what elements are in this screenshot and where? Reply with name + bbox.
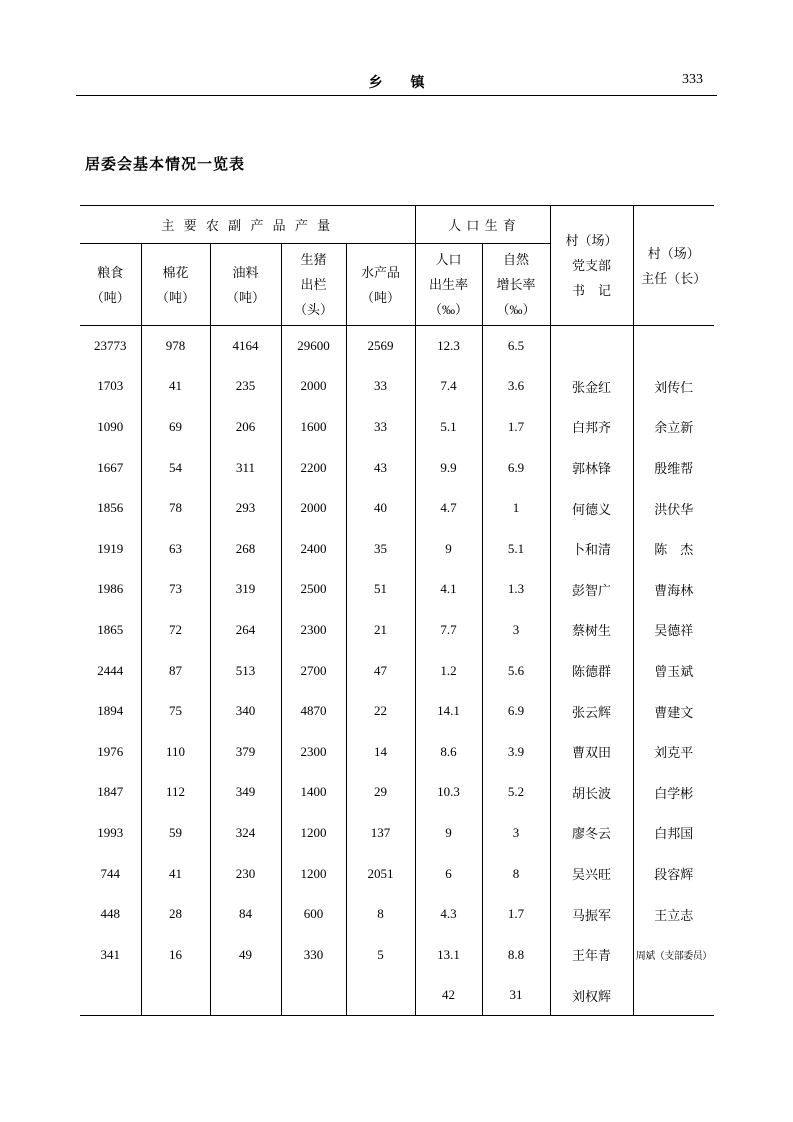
table-cell: 曾玉斌 xyxy=(654,664,694,680)
table-cell: 73 xyxy=(141,569,210,610)
table-row xyxy=(80,975,714,1016)
table-cell: 206 xyxy=(210,407,281,448)
table-cell: 1865 xyxy=(80,610,141,651)
table-cell: 廖冬云 xyxy=(550,813,633,854)
group-header-products: 主 要 农 副 产 品 产 量 xyxy=(80,206,415,244)
table-cell: 4870 xyxy=(281,691,346,732)
table-cell: 1667 xyxy=(80,447,141,488)
table-cell: 13.1 xyxy=(415,934,482,975)
table-cell: 2300 xyxy=(281,610,346,651)
table-cell: 43 xyxy=(346,447,415,488)
column-header: 生猪 出栏 （头） xyxy=(281,244,346,326)
table-cell: 2700 xyxy=(281,650,346,691)
table-cell: 2300 xyxy=(281,731,346,772)
table-cell: 10.3 xyxy=(415,772,482,813)
table-cell xyxy=(80,975,141,1016)
director-header-line: 村（场） xyxy=(647,245,700,261)
table-cell: 白邦国 xyxy=(654,826,694,842)
table-cell: 陈德群 xyxy=(550,650,633,691)
committee-overview-table xyxy=(80,205,714,1016)
column-header: 粮食 （吨） xyxy=(80,244,141,326)
table-cell xyxy=(210,975,281,1016)
table-cell: 5.6 xyxy=(482,650,550,691)
table-cell: 1919 xyxy=(80,528,141,569)
column-header: 棉花 （吨） xyxy=(141,244,210,326)
table-cell: 349 xyxy=(210,772,281,813)
table-cell: 吴兴旺 xyxy=(550,853,633,894)
table-cell: 14 xyxy=(346,731,415,772)
table-cell: 2200 xyxy=(281,447,346,488)
table-cell xyxy=(550,326,633,367)
table-cell xyxy=(141,975,210,1016)
table-cell: 张金红 xyxy=(550,366,633,407)
table-cell: 29600 xyxy=(281,326,346,367)
table-cell: 41 xyxy=(141,853,210,894)
table-cell: 6 xyxy=(415,853,482,894)
table-cell: 彭智广 xyxy=(550,569,633,610)
table-cell: 2000 xyxy=(281,488,346,529)
table-cell: 8.6 xyxy=(415,731,482,772)
table-cell: 3.9 xyxy=(482,731,550,772)
table-cell: 郭林锋 xyxy=(550,447,633,488)
table-cell: 1.3 xyxy=(482,569,550,610)
table-cell: 35 xyxy=(346,528,415,569)
table-cell: 1703 xyxy=(80,366,141,407)
table-cell: 5.1 xyxy=(482,528,550,569)
table-cell: 110 xyxy=(141,731,210,772)
table-cell: 7.4 xyxy=(415,366,482,407)
table-cell: 54 xyxy=(141,447,210,488)
running-head-rule xyxy=(76,95,717,96)
table-cell: 1200 xyxy=(281,853,346,894)
table-row xyxy=(80,731,714,772)
table-cell: 311 xyxy=(210,447,281,488)
table-cell: 5.1 xyxy=(415,407,482,448)
table-cell: 330 xyxy=(281,934,346,975)
table-cell: 陈 杰 xyxy=(654,542,694,558)
table-row xyxy=(80,528,714,569)
table-cell: 78 xyxy=(141,488,210,529)
table-cell: 8 xyxy=(482,853,550,894)
table-cell: 1200 xyxy=(281,813,346,854)
table-cell: 23773 xyxy=(80,326,141,367)
table-header xyxy=(80,206,714,326)
table-row xyxy=(80,650,714,691)
group-header-row xyxy=(80,206,714,244)
table-cell: 1856 xyxy=(80,488,141,529)
table-cell: 84 xyxy=(210,894,281,935)
table-cell: 264 xyxy=(210,610,281,651)
director-header-line: 主任（长） xyxy=(641,270,707,286)
table-cell: 5 xyxy=(346,934,415,975)
secretary-header-line: 党支部 xyxy=(572,258,612,273)
table-cell: 21 xyxy=(346,610,415,651)
table-row xyxy=(80,772,714,813)
table-cell: 5.2 xyxy=(482,772,550,813)
table-cell: 1.2 xyxy=(415,650,482,691)
column-header: 自然 增长率 （‰） xyxy=(482,244,550,326)
table-cell: 235 xyxy=(210,366,281,407)
table-cell: 吴德祥 xyxy=(654,623,694,639)
table-cell: 28 xyxy=(141,894,210,935)
table-cell: 余立新 xyxy=(654,420,694,436)
table-row xyxy=(80,407,714,448)
table-cell: 33 xyxy=(346,407,415,448)
table-cell: 324 xyxy=(210,813,281,854)
table-cell: 刘克平 xyxy=(654,745,694,761)
table-cell: 6.9 xyxy=(482,691,550,732)
table-cell: 曹海林 xyxy=(654,582,694,598)
column-header: 人口 出生率 （‰） xyxy=(415,244,482,326)
table-cell: 59 xyxy=(141,813,210,854)
table-row xyxy=(80,326,714,367)
table-cell: 31 xyxy=(482,975,550,1016)
table-cell: 744 xyxy=(80,853,141,894)
secretary-header-line: 村（场） xyxy=(565,233,618,248)
table-row xyxy=(80,366,714,407)
table-cell: 513 xyxy=(210,650,281,691)
table-cell: 段容辉 xyxy=(654,867,694,883)
table-cell: 胡长波 xyxy=(550,772,633,813)
table-cell: 1894 xyxy=(80,691,141,732)
table-cell: 4164 xyxy=(210,326,281,367)
table-cell: 72 xyxy=(141,610,210,651)
table-body xyxy=(80,326,714,1016)
group-header-director xyxy=(633,206,714,326)
table-cell: 1847 xyxy=(80,772,141,813)
table-cell: 1.7 xyxy=(482,407,550,448)
table-cell: 978 xyxy=(141,326,210,367)
table-row xyxy=(80,610,714,651)
table-title: 居委会基本情况一览表 xyxy=(85,157,246,173)
table-cell: 600 xyxy=(281,894,346,935)
table-cell: 白邦齐 xyxy=(550,407,633,448)
table-cell: 2500 xyxy=(281,569,346,610)
table-cell: 3 xyxy=(482,813,550,854)
table-cell: 4.1 xyxy=(415,569,482,610)
table-cell: 卜和清 xyxy=(550,528,633,569)
table-cell: 6.9 xyxy=(482,447,550,488)
table-row xyxy=(80,813,714,854)
table-row xyxy=(80,934,714,975)
table-cell: 341 xyxy=(80,934,141,975)
table-cell: 230 xyxy=(210,853,281,894)
table-cell: 洪伏华 xyxy=(654,501,694,517)
running-head xyxy=(76,72,717,92)
table-cell: 王立志 xyxy=(654,907,694,923)
column-header: 油料 （吨） xyxy=(210,244,281,326)
group-header-secretary xyxy=(550,206,633,326)
table-cell: 8.8 xyxy=(482,934,550,975)
table-cell: 1090 xyxy=(80,407,141,448)
table-cell: 刘传仁 xyxy=(654,379,694,395)
table-cell: 40 xyxy=(346,488,415,529)
table-cell: 4.7 xyxy=(415,488,482,529)
group-header-population: 人 口 生 育 xyxy=(415,206,550,244)
table-cell xyxy=(346,975,415,1016)
table-cell: 何德义 xyxy=(550,488,633,529)
table-cell: 137 xyxy=(346,813,415,854)
table-cell: 2400 xyxy=(281,528,346,569)
table-cell: 22 xyxy=(346,691,415,732)
table-cell: 8 xyxy=(346,894,415,935)
table-cell: 1986 xyxy=(80,569,141,610)
table-cell: 7.7 xyxy=(415,610,482,651)
table-cell: 蔡树生 xyxy=(550,610,633,651)
table-cell: 9 xyxy=(415,528,482,569)
table-cell: 112 xyxy=(141,772,210,813)
table-row xyxy=(80,894,714,935)
table-cell: 29 xyxy=(346,772,415,813)
table-cell: 刘权辉 xyxy=(550,975,633,1016)
table-cell: 2051 xyxy=(346,853,415,894)
table-cell: 41 xyxy=(141,366,210,407)
table-cell: 1993 xyxy=(80,813,141,854)
table-row xyxy=(80,691,714,732)
table-cell: 张云辉 xyxy=(550,691,633,732)
table-cell: 42 xyxy=(415,975,482,1016)
table-cell: 12.3 xyxy=(415,326,482,367)
table-cell xyxy=(633,975,714,1016)
table-cell: 448 xyxy=(80,894,141,935)
table-cell: 周斌（支部委员） xyxy=(635,951,712,963)
table-cell: 3.6 xyxy=(482,366,550,407)
table-cell: 16 xyxy=(141,934,210,975)
table-cell: 33 xyxy=(346,366,415,407)
secretary-header-line: 书 记 xyxy=(572,283,612,298)
table-cell: 49 xyxy=(210,934,281,975)
table-cell: 曹双田 xyxy=(550,731,633,772)
table-row xyxy=(80,488,714,529)
table-row xyxy=(80,569,714,610)
table-cell: 曹建文 xyxy=(654,704,694,720)
table-cell: 1600 xyxy=(281,407,346,448)
table-cell: 63 xyxy=(141,528,210,569)
table-cell: 47 xyxy=(346,650,415,691)
table-cell: 1.7 xyxy=(482,894,550,935)
table-cell: 69 xyxy=(141,407,210,448)
table-cell: 4.3 xyxy=(415,894,482,935)
table-row xyxy=(80,853,714,894)
table-cell: 9 xyxy=(415,813,482,854)
table-cell: 293 xyxy=(210,488,281,529)
table-cell: 1 xyxy=(482,488,550,529)
running-head-title: 乡 镇 xyxy=(368,76,425,91)
table-cell: 2569 xyxy=(346,326,415,367)
table-row xyxy=(80,447,714,488)
table-cell: 51 xyxy=(346,569,415,610)
table-cell: 2444 xyxy=(80,650,141,691)
table-cell: 268 xyxy=(210,528,281,569)
table-cell: 75 xyxy=(141,691,210,732)
table-cell: 6.5 xyxy=(482,326,550,367)
table-cell: 马振军 xyxy=(550,894,633,935)
table-cell: 9.9 xyxy=(415,447,482,488)
table-cell: 319 xyxy=(210,569,281,610)
table-cell xyxy=(633,326,714,367)
table-cell: 3 xyxy=(482,610,550,651)
table-cell: 14.1 xyxy=(415,691,482,732)
table-cell: 殷维帮 xyxy=(654,461,694,477)
table-cell xyxy=(281,975,346,1016)
table-cell: 340 xyxy=(210,691,281,732)
table-cell: 87 xyxy=(141,650,210,691)
table-cell: 1976 xyxy=(80,731,141,772)
table-cell: 2000 xyxy=(281,366,346,407)
table-cell: 王年青 xyxy=(550,934,633,975)
table-cell: 379 xyxy=(210,731,281,772)
table-cell: 白学彬 xyxy=(654,785,694,801)
page-number: 333 xyxy=(682,72,703,87)
table-cell: 1400 xyxy=(281,772,346,813)
column-header: 水产品 （吨） xyxy=(346,244,415,326)
